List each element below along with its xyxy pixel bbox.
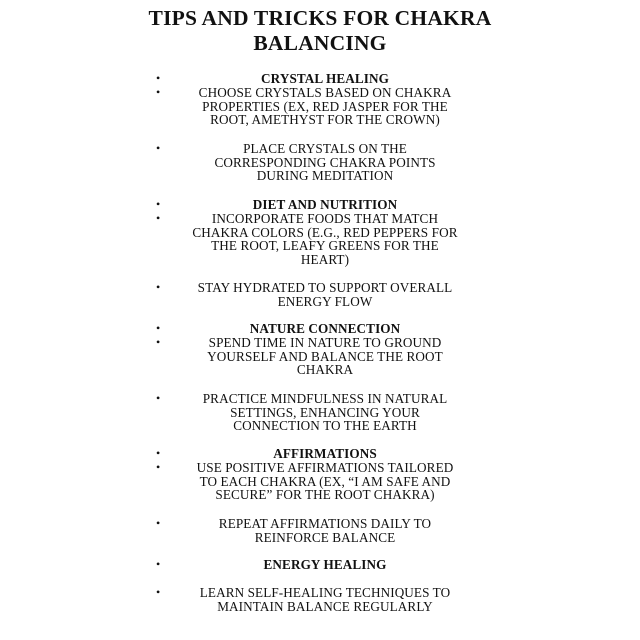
text-line: CHOOSE CRYSTALS BASED ON CHAKRA (198, 85, 452, 100)
text-line: PLACE CRYSTALS ON THE (243, 141, 407, 156)
page-title (0, 6, 640, 56)
text-line: YOURSELF AND BALANCE THE ROOT (207, 348, 443, 364)
text-line: REPEAT AFFIRMATIONS DAILY TO (218, 516, 432, 531)
bullet-icon: • (156, 141, 161, 155)
tip-text (170, 517, 480, 544)
bullet-icon: • (156, 85, 161, 99)
text-line: CHAKRA (296, 362, 354, 378)
text-line: PROPERTIES (EX, RED JASPER FOR THE (202, 98, 448, 114)
text-line: THE ROOT, LEAFY GREENS FOR THE (211, 238, 439, 254)
text-line: DURING MEDITATION (256, 168, 394, 184)
section-heading (170, 198, 480, 212)
text-line: SECURE” FOR THE ROOT CHAKRA) (215, 487, 435, 503)
text-line: MAINTAIN BALANCE REGULARLY (217, 598, 433, 614)
tip-text (170, 142, 480, 183)
bullet-icon: • (156, 585, 161, 599)
text-line: NATURE CONNECTION (249, 321, 401, 336)
bullet-icon: • (156, 460, 161, 474)
tip-text (170, 461, 480, 502)
bullet-icon: • (156, 446, 161, 460)
text-line: CHAKRA COLORS (E.G., RED PEPPERS FOR (192, 224, 458, 240)
bullet-icon: • (156, 321, 161, 335)
text-line: SPEND TIME IN NATURE TO GROUND (208, 335, 442, 350)
section-heading (170, 322, 480, 336)
text-line: LEARN SELF-HEALING TECHNIQUES TO (199, 585, 451, 600)
tip-text (170, 586, 480, 613)
tip-text (170, 281, 480, 308)
text-line: ENERGY FLOW (277, 293, 373, 309)
title-line: BALANCING (253, 31, 387, 55)
text-line: INCORPORATE FOODS THAT MATCH (211, 211, 439, 226)
bullet-icon: • (156, 211, 161, 225)
text-line: CRYSTAL HEALING (261, 71, 389, 86)
section-heading (170, 72, 480, 86)
text-line: SETTINGS, ENHANCING YOUR (230, 404, 420, 420)
bullet-icon: • (156, 71, 161, 85)
tip-text (170, 336, 480, 377)
text-line: HEART) (300, 251, 350, 267)
text-line: CONNECTION TO THE EARTH (233, 418, 417, 434)
text-line: STAY HYDRATED TO SUPPORT OVERALL (197, 280, 453, 295)
text-line: DIET AND NUTRITION (252, 197, 398, 212)
text-line: CORRESPONDING CHAKRA POINTS (214, 154, 436, 170)
bullet-icon: • (156, 280, 161, 294)
text-line: REINFORCE BALANCE (254, 529, 396, 545)
bullet-icon: • (156, 197, 161, 211)
bullet-icon: • (156, 335, 161, 349)
section-heading (170, 558, 480, 572)
bullet-icon: • (156, 391, 161, 405)
bullet-icon: • (156, 557, 161, 571)
section-heading (170, 447, 480, 461)
text-line: AFFIRMATIONS (273, 446, 377, 461)
tip-text (170, 86, 480, 127)
text-line: ENERGY HEALING (263, 557, 387, 572)
text-line: USE POSITIVE AFFIRMATIONS TAILORED (196, 460, 454, 475)
bullet-icon: • (156, 516, 161, 530)
text-line: ROOT, AMETHYST FOR THE CROWN) (210, 112, 440, 128)
tip-text (170, 212, 480, 266)
text-line: PRACTICE MINDFULNESS IN NATURAL (202, 391, 448, 406)
text-line: TO EACH CHAKRA (EX, “I AM SAFE AND (199, 473, 451, 489)
tip-text (170, 392, 480, 433)
title-line: TIPS AND TRICKS FOR CHAKRA (148, 6, 492, 30)
